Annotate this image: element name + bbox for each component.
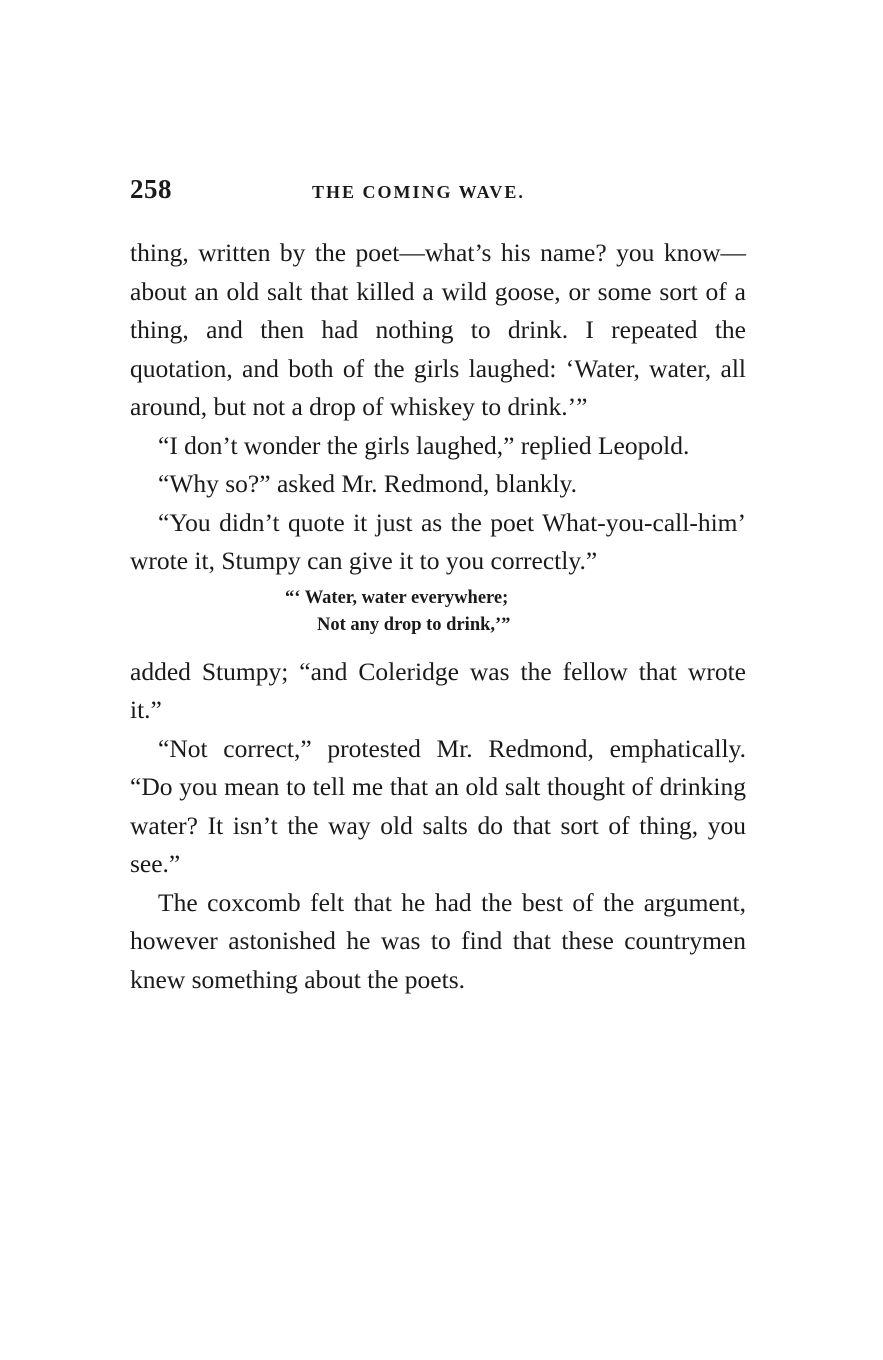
body-text [130,234,746,999]
paragraph-leopold-reply: “I don’t wonder the girls laughed,” replied Leopold. [158,430,690,460]
running-head [130,172,746,212]
paragraph-continuation: thing, written by the poet—what’s his name? you know—about an old salt that killed a wild goose, or some sort of a thing, and then had nothing to drink. I repeated the quotation, and both of the girls laughed: ‘Water, water, all around, but not a drop of whiskey to drink.’” [130,238,746,421]
paragraph-stumpy: added Stumpy; “and Coleridge was the fellow that wrote it.” [130,656,746,724]
verse-line-2: Not any drop to drink,’” [317,614,511,635]
paragraph-quote-correction: “You didn’t quote it just as the poet What-you-call-him’ wrote it, Stumpy can give it to you correctly.” [130,507,746,575]
verse-quotation [130,585,746,639]
paragraph-redmond-protest: “Not correct,” protested Mr. Redmond, emphatically. “Do you mean to tell me that an old salt thought of drinking water? It isn’t the way old salts do that sort of thing, you see.” [130,733,746,878]
verse-line-1: “‘ Water, water everywhere; [285,587,509,608]
book-page [130,172,746,999]
paragraph-coxcomb: The coxcomb felt that he had the best of the argument, however astonished he was to find that these countrymen knew something about the poets. [130,887,746,994]
page-number: 258 [130,174,172,204]
paragraph-redmond-question: “Why so?” asked Mr. Redmond, blankly. [158,469,578,498]
running-title: THE COMING WAVE. [312,182,525,202]
